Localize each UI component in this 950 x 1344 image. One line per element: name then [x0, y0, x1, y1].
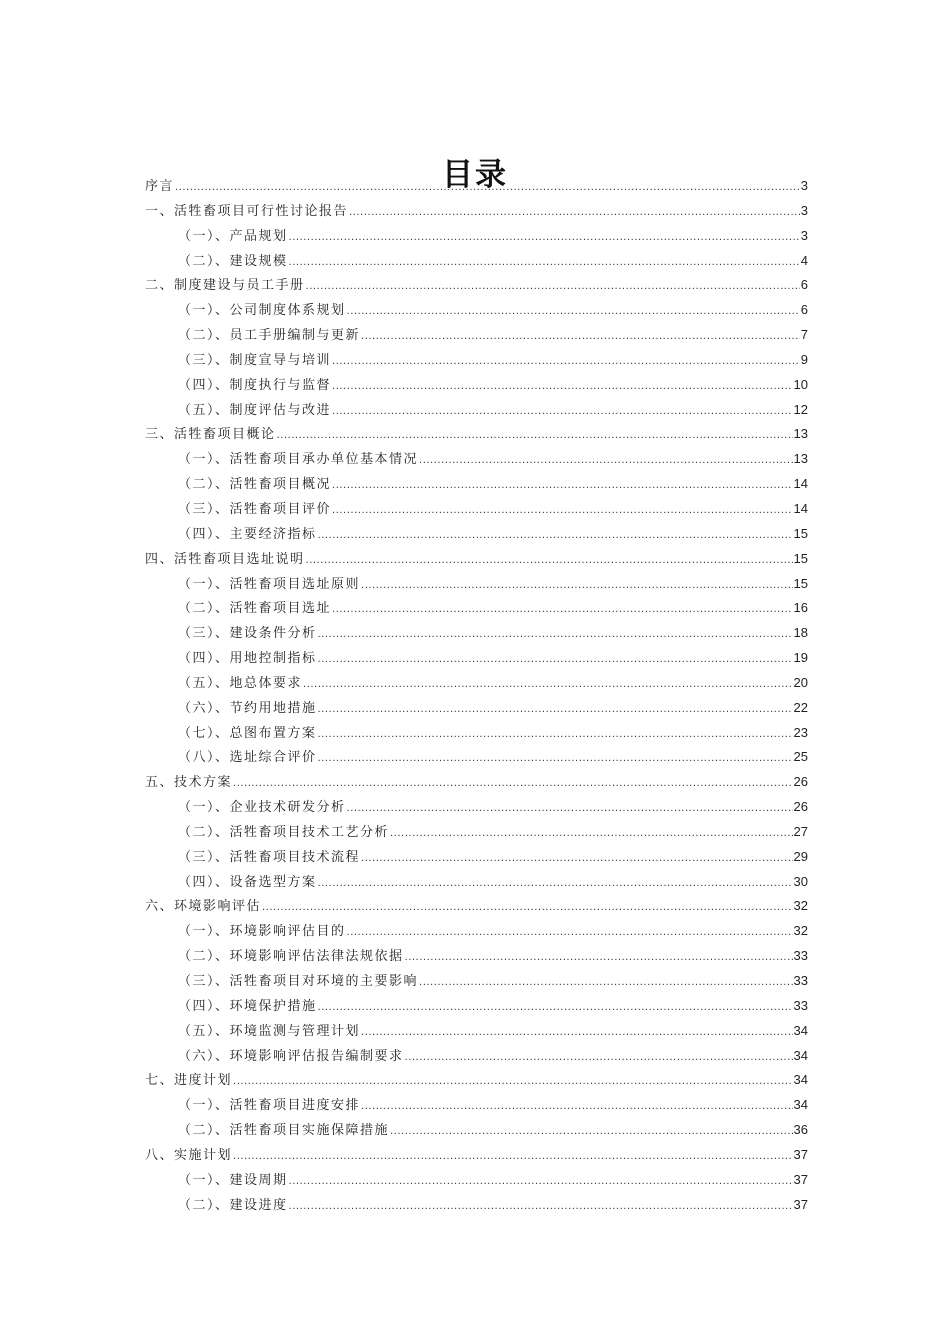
toc-dot-leader [390, 1120, 793, 1145]
toc-dot-leader [349, 201, 800, 226]
toc-entry-label: （七）、总图布置方案 [178, 725, 317, 741]
toc-entry-label: 二、制度建设与员工手册 [145, 278, 305, 294]
toc-subsection-entry[interactable] [145, 596, 808, 621]
toc-entry-label: （一）、企业技术研发分析 [178, 800, 346, 816]
toc-section-entry[interactable] [145, 1143, 808, 1168]
toc-section-entry[interactable] [145, 1068, 808, 1093]
toc-dot-leader [233, 1145, 793, 1170]
toc-entry-label: （一）、建设周期 [178, 1172, 288, 1188]
toc-subsection-entry[interactable] [145, 323, 808, 348]
toc-subsection-entry[interactable] [145, 646, 808, 671]
toc-page-number: 26 [793, 774, 808, 790]
toc-page-number: 32 [793, 898, 808, 914]
toc-subsection-entry[interactable] [145, 969, 808, 994]
toc-subsection-entry[interactable] [145, 1019, 808, 1044]
toc-subsection-entry[interactable] [145, 745, 808, 770]
toc-subsection-entry[interactable] [145, 1193, 808, 1218]
toc-subsection-entry[interactable] [145, 1093, 808, 1118]
toc-subsection-entry[interactable] [145, 1168, 808, 1193]
toc-dot-leader [347, 797, 793, 822]
toc-entry-label: （一）、活牲畜项目承办单位基本情况 [178, 452, 419, 468]
toc-dot-leader [233, 772, 793, 797]
toc-dot-leader [405, 1046, 793, 1071]
toc-subsection-entry[interactable] [145, 994, 808, 1019]
table-of-contents [145, 174, 808, 1217]
toc-subsection-entry[interactable] [145, 1044, 808, 1069]
toc-subsection-entry[interactable] [145, 522, 808, 547]
toc-page-number: 4 [800, 252, 808, 268]
toc-page-number: 6 [800, 277, 808, 293]
toc-dot-leader [303, 673, 793, 698]
toc-dot-leader [318, 623, 793, 648]
toc-page-number: 27 [793, 823, 808, 839]
toc-entry-label: （六）、环境影响评估报告编制要求 [178, 1048, 404, 1064]
toc-page-number: 13 [793, 451, 808, 467]
toc-dot-leader [332, 350, 800, 375]
toc-dot-leader [318, 648, 793, 673]
toc-page-number: 3 [800, 202, 808, 218]
toc-page-number: 15 [793, 525, 808, 541]
toc-dot-leader [318, 524, 793, 549]
toc-page-number: 34 [793, 1072, 808, 1088]
toc-entry-label: （二）、建设规模 [178, 253, 288, 269]
toc-entry-label: （六）、节约用地措施 [178, 700, 317, 716]
toc-entry-label: （二）、活牲畜项目概况 [178, 477, 332, 493]
toc-page-number: 14 [793, 500, 808, 516]
toc-entry-label: （一）、产品规划 [178, 228, 288, 244]
toc-subsection-entry[interactable] [145, 845, 808, 870]
toc-dot-leader [318, 747, 793, 772]
toc-dot-leader [277, 424, 793, 449]
toc-dot-leader [175, 176, 800, 201]
toc-page-number: 12 [793, 401, 808, 417]
toc-dot-leader [318, 996, 793, 1021]
toc-page-number: 22 [793, 699, 808, 715]
toc-page-number: 29 [793, 848, 808, 864]
toc-subsection-entry[interactable] [145, 472, 808, 497]
toc-dot-leader [318, 698, 793, 723]
toc-entry-label: （五）、制度评估与改进 [178, 402, 332, 418]
toc-page-number: 33 [793, 948, 808, 964]
toc-subsection-entry[interactable] [145, 671, 808, 696]
toc-dot-leader [233, 1070, 793, 1095]
toc-section-entry[interactable] [145, 894, 808, 919]
toc-entry-label: （三）、活牲畜项目技术流程 [178, 849, 361, 865]
toc-dot-leader [318, 723, 793, 748]
toc-dot-leader [289, 251, 800, 276]
toc-page-number: 34 [793, 1022, 808, 1038]
toc-section-entry[interactable] [145, 770, 808, 795]
toc-entry-label: 八、实施计划 [145, 1147, 233, 1163]
toc-page-number: 25 [793, 749, 808, 765]
toc-subsection-entry[interactable] [145, 398, 808, 423]
toc-page-number: 19 [793, 650, 808, 666]
toc-dot-leader [332, 375, 793, 400]
toc-page-number: 32 [793, 923, 808, 939]
toc-page-number: 36 [793, 1122, 808, 1138]
toc-page-number: 23 [793, 724, 808, 740]
toc-entry-label: （二）、员工手册编制与更新 [178, 328, 361, 344]
toc-entry-label: （四）、设备选型方案 [178, 874, 317, 890]
toc-subsection-entry[interactable] [145, 795, 808, 820]
toc-dot-leader [332, 474, 793, 499]
toc-section-entry[interactable] [145, 422, 808, 447]
toc-page-number: 3 [800, 178, 808, 193]
toc-dot-leader [289, 1195, 793, 1220]
toc-entry-label: （四）、制度执行与监督 [178, 377, 332, 393]
toc-entry-label: （二）、活牲畜项目实施保障措施 [178, 1123, 390, 1139]
toc-page-number: 13 [793, 426, 808, 442]
toc-subsection-entry[interactable] [145, 621, 808, 646]
toc-entry-label: （一）、活牲畜项目选址原则 [178, 576, 361, 592]
toc-dot-leader [419, 449, 793, 474]
toc-dot-leader [306, 549, 793, 574]
toc-entry-label: 七、进度计划 [145, 1073, 233, 1089]
toc-page-number: 10 [793, 376, 808, 392]
toc-dot-leader [306, 275, 800, 300]
toc-entry-label: （一）、公司制度体系规划 [178, 303, 346, 319]
toc-entry-label: 序言 [145, 179, 175, 194]
toc-entry-label: （四）、主要经济指标 [178, 526, 317, 542]
toc-dot-leader [318, 872, 793, 897]
toc-entry-label: 三、活牲畜项目概论 [145, 427, 276, 443]
toc-entry-label: （二）、建设进度 [178, 1197, 288, 1213]
toc-section-entry[interactable] [145, 174, 808, 199]
toc-subsection-entry[interactable] [145, 348, 808, 373]
toc-page-number: 37 [793, 1171, 808, 1187]
toc-page-number: 3 [800, 227, 808, 243]
toc-subsection-entry[interactable] [145, 696, 808, 721]
toc-entry-label: （三）、活牲畜项目对环境的主要影响 [178, 974, 419, 989]
toc-entry-label: 五、技术方案 [145, 775, 233, 791]
toc-page-number: 37 [793, 1196, 808, 1212]
toc-dot-leader [332, 598, 793, 623]
toc-section-entry[interactable] [145, 199, 808, 224]
toc-page-number: 16 [793, 600, 808, 616]
toc-page-number: 7 [800, 327, 808, 343]
toc-dot-leader [347, 300, 800, 325]
toc-entry-label: （三）、活牲畜项目评价 [178, 501, 332, 517]
toc-subsection-entry[interactable] [145, 870, 808, 895]
toc-subsection-entry[interactable] [145, 447, 808, 472]
toc-page-number: 9 [800, 351, 808, 367]
toc-subsection-entry[interactable] [145, 497, 808, 522]
toc-dot-leader [262, 896, 793, 921]
toc-page-number: 33 [793, 973, 808, 988]
toc-entry-label: 六、环境影响评估 [145, 899, 262, 915]
toc-entry-label: 一、活牲畜项目可行性讨论报告 [145, 203, 349, 219]
toc-page-number: 15 [793, 550, 808, 566]
toc-entry-label: （二）、环境影响评估法律法规依据 [178, 949, 404, 965]
toc-page-number: 37 [793, 1146, 808, 1162]
toc-page-number: 33 [793, 997, 808, 1013]
toc-dot-leader [361, 1021, 793, 1046]
toc-page-number: 26 [793, 799, 808, 815]
toc-dot-leader [332, 400, 793, 425]
toc-entry-label: （一）、环境影响评估目的 [178, 924, 346, 940]
toc-dot-leader [361, 1095, 793, 1120]
toc-entry-label: （八）、选址综合评价 [178, 750, 317, 766]
toc-dot-leader [289, 226, 800, 251]
toc-page-number: 18 [793, 625, 808, 641]
page-title: 目录 [442, 156, 508, 193]
toc-subsection-entry[interactable] [145, 919, 808, 944]
toc-dot-leader [347, 921, 793, 946]
toc-subsection-entry[interactable] [145, 820, 808, 845]
toc-page-number: 20 [793, 674, 808, 690]
toc-entry-label: 四、活牲畜项目选址说明 [145, 551, 305, 567]
toc-subsection-entry[interactable] [145, 944, 808, 969]
toc-entry-label: （四）、环境保护措施 [178, 998, 317, 1014]
toc-page-number: 14 [793, 476, 808, 492]
toc-entry-label: （五）、环境监测与管理计划 [178, 1023, 361, 1039]
toc-page-number: 34 [793, 1047, 808, 1063]
toc-dot-leader [332, 499, 793, 524]
toc-entry-label: （二）、活牲畜项目技术工艺分析 [178, 824, 390, 840]
toc-subsection-entry[interactable] [145, 249, 808, 274]
toc-dot-leader [390, 822, 793, 847]
toc-section-entry[interactable] [145, 547, 808, 572]
toc-subsection-entry[interactable] [145, 572, 808, 597]
toc-dot-leader [361, 847, 793, 872]
toc-section-entry[interactable] [145, 273, 808, 298]
toc-page-number: 34 [793, 1097, 808, 1113]
toc-subsection-entry[interactable] [145, 373, 808, 398]
toc-dot-leader [405, 946, 793, 971]
toc-entry-label: （四）、用地控制指标 [178, 651, 317, 667]
toc-page-number: 6 [800, 302, 808, 318]
toc-entry-label: （二）、活牲畜项目选址 [178, 601, 332, 617]
toc-entry-label: （一）、活牲畜项目进度安排 [178, 1098, 361, 1114]
toc-subsection-entry[interactable] [145, 298, 808, 323]
toc-dot-leader [361, 574, 793, 599]
toc-subsection-entry[interactable] [145, 224, 808, 249]
toc-subsection-entry[interactable] [145, 721, 808, 746]
toc-dot-leader [289, 1170, 793, 1195]
toc-dot-leader [419, 971, 793, 996]
toc-dot-leader [361, 325, 800, 350]
toc-entry-label: （三）、建设条件分析 [178, 626, 317, 642]
toc-page-number: 15 [793, 575, 808, 591]
toc-subsection-entry[interactable] [145, 1118, 808, 1143]
toc-page-number: 30 [793, 873, 808, 889]
toc-entry-label: （五）、地总体要求 [178, 675, 303, 691]
toc-entry-label: （三）、制度宣导与培训 [178, 352, 332, 368]
